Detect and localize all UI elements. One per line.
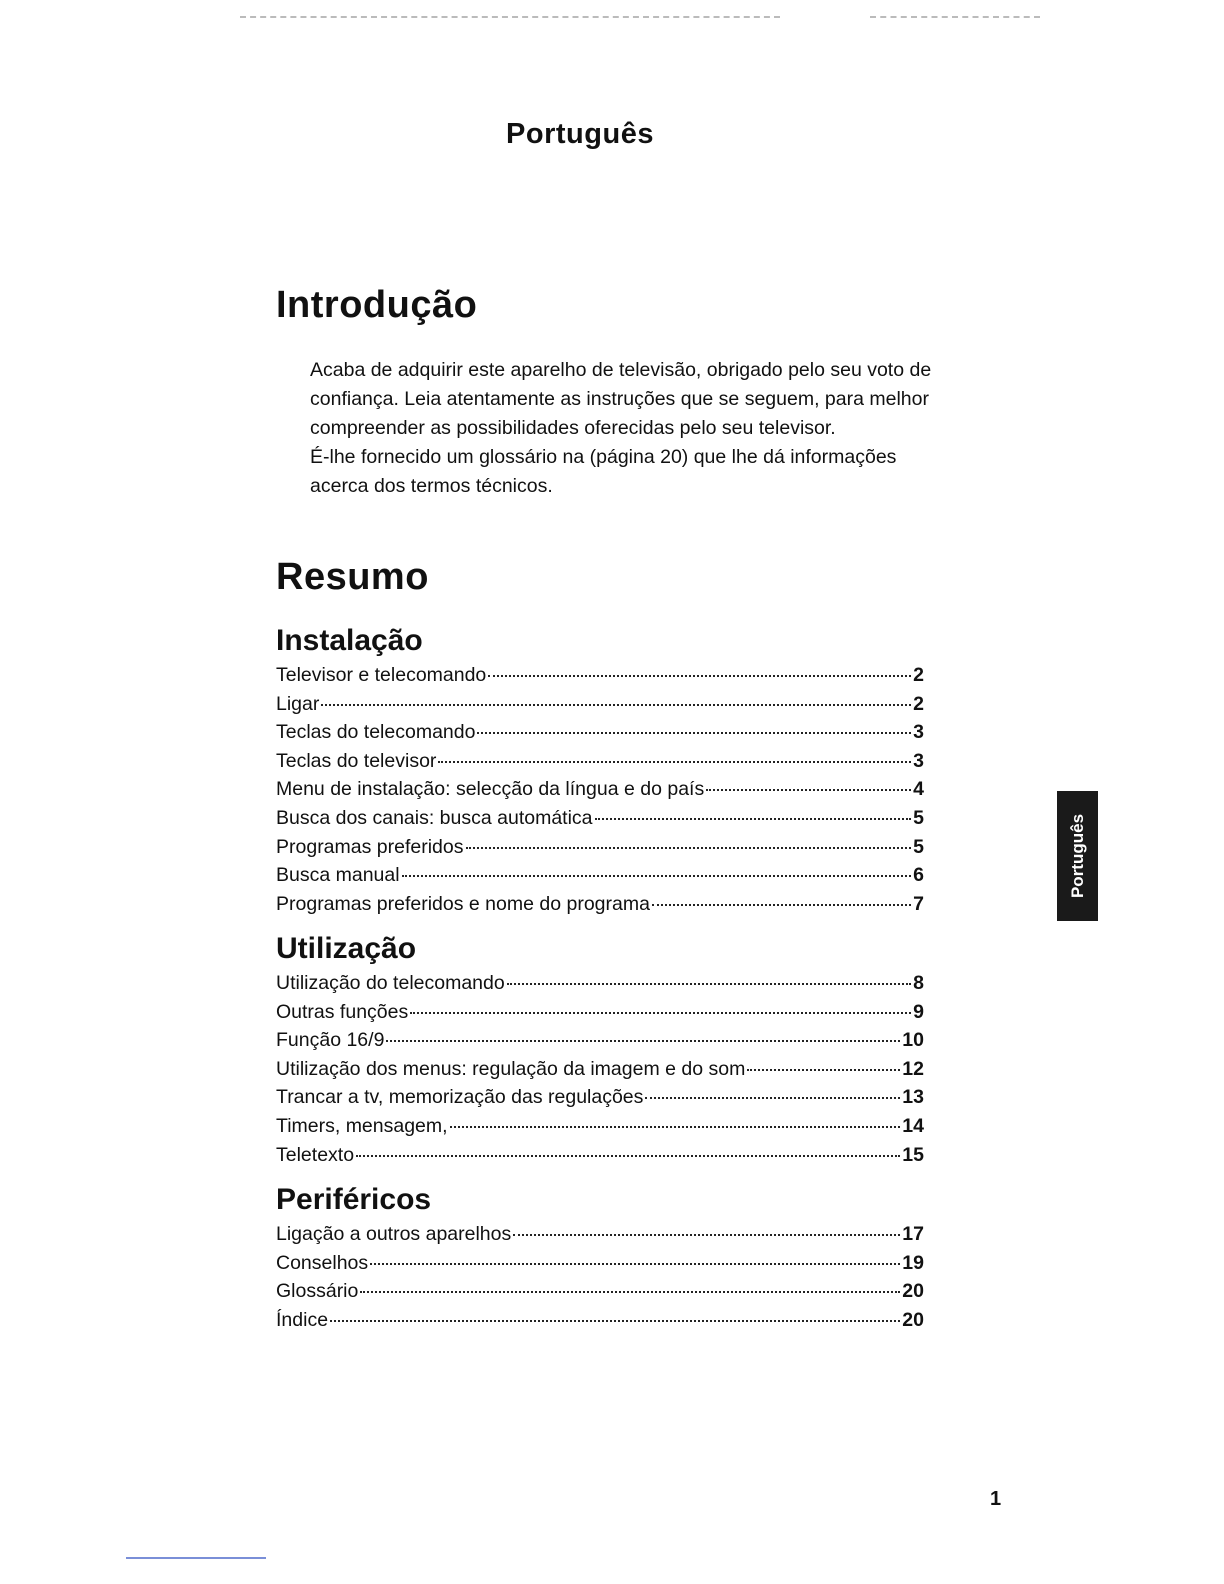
toc-entry-page: 17	[902, 1223, 924, 1245]
dot-leader	[706, 789, 911, 791]
toc-entry[interactable]	[276, 693, 924, 722]
toc-entry-page: 9	[913, 1000, 924, 1023]
toc-entry[interactable]	[276, 972, 924, 1001]
toc-entry-page: 12	[902, 1057, 924, 1080]
toc-entry-page: 5	[913, 806, 924, 829]
toc-entry-label: Trancar a tv, memorização das regulações	[276, 1086, 644, 1109]
toc-entry-label: Programas preferidos	[276, 835, 464, 858]
toc-entry[interactable]	[276, 836, 924, 865]
toc-entry-label: Programas preferidos e nome do programa	[276, 892, 650, 915]
toc-entry-page: 4	[913, 778, 924, 801]
dot-leader	[477, 732, 911, 734]
dot-leader	[747, 1069, 900, 1071]
toc-entry-label: Outras funções	[276, 1000, 409, 1023]
section-title-peripherals: Periféricos	[276, 1183, 432, 1216]
toc-list-peripherals	[276, 1223, 924, 1337]
toc-entry[interactable]	[276, 1029, 924, 1058]
toc-list-usage	[276, 972, 924, 1172]
toc-entry-page: 2	[913, 692, 924, 715]
dot-leader	[321, 704, 911, 706]
summary-heading: Resumo	[276, 556, 429, 598]
toc-list-installation	[276, 664, 924, 921]
toc-entry-page: 15	[902, 1143, 924, 1166]
toc-entry-page: 3	[913, 749, 924, 772]
dot-leader	[466, 847, 912, 849]
section-title-usage: Utilização	[276, 932, 417, 965]
toc-entry[interactable]	[276, 778, 924, 807]
footer-scan-line	[126, 1557, 266, 1559]
dot-leader	[507, 983, 911, 985]
intro-paragraph-1: Acaba de adquirir este aparelho de televisão, obrigado pelo seu voto de confiança. Leia atentamente as instruções que se seguem, para melhor compreender as possibilidades oferecidas pelo seu televisor.	[310, 359, 932, 439]
dot-leader	[370, 1263, 900, 1265]
toc-entry-label: Teletexto	[276, 1143, 355, 1166]
toc-entry[interactable]	[276, 1252, 924, 1281]
toc-entry-page: 2	[913, 664, 924, 686]
toc-entry[interactable]	[276, 1223, 924, 1252]
toc-entry-page: 20	[902, 1308, 924, 1331]
toc-entry-label: Teclas do telecomando	[276, 721, 476, 744]
toc-entry[interactable]	[276, 807, 924, 836]
toc-entry-page: 19	[902, 1251, 924, 1274]
dot-leader	[356, 1155, 900, 1157]
dot-leader	[402, 875, 912, 877]
intro-heading: Introdução	[276, 284, 478, 326]
toc-entry-label: Menu de instalação: selecção da língua e do país	[276, 778, 705, 801]
toc-entry[interactable]	[276, 750, 924, 779]
dot-leader	[386, 1040, 900, 1042]
toc-entry-page: 5	[913, 835, 924, 858]
toc-entry-page: 3	[913, 721, 924, 744]
dot-leader	[360, 1291, 900, 1293]
toc-entry[interactable]	[276, 664, 924, 693]
toc-entry-label: Índice	[276, 1308, 329, 1331]
toc-entry-label: Utilização dos menus: regulação da imagem e do som	[276, 1057, 746, 1080]
toc-entry-label: Utilização do telecomando	[276, 972, 505, 994]
scan-artifact-top	[240, 16, 780, 18]
toc-entry-label: Timers, mensagem,	[276, 1114, 448, 1137]
dot-leader	[645, 1097, 900, 1099]
toc-entry-label: Ligar	[276, 692, 320, 715]
toc-entry-label: Teclas do televisor	[276, 749, 437, 772]
toc-entry[interactable]	[276, 721, 924, 750]
dot-leader	[595, 818, 912, 820]
intro-text	[310, 356, 960, 501]
dot-leader	[438, 761, 911, 763]
section-title-installation: Instalação	[276, 624, 423, 657]
toc-entry-page: 14	[902, 1114, 924, 1137]
toc-entry-label: Função 16/9	[276, 1029, 385, 1052]
toc-entry-label: Busca dos canais: busca automática	[276, 806, 593, 829]
page-number: 1	[990, 1488, 1002, 1510]
side-tab-label: Português	[1067, 813, 1087, 899]
dot-leader	[410, 1012, 911, 1014]
dot-leader	[513, 1234, 900, 1236]
toc-entry[interactable]	[276, 864, 924, 893]
toc-entry-page: 7	[913, 892, 924, 915]
toc-entry-label: Glossário	[276, 1280, 359, 1303]
toc-entry[interactable]	[276, 1115, 924, 1144]
toc-entry[interactable]	[276, 1086, 924, 1115]
toc-entry-label: Conselhos	[276, 1251, 369, 1274]
dot-leader	[652, 904, 911, 906]
dot-leader	[488, 675, 911, 677]
toc-entry[interactable]	[276, 1001, 924, 1030]
toc-entry[interactable]	[276, 1144, 924, 1173]
toc-entry-label: Televisor e telecomando	[276, 664, 487, 686]
language-title: Português	[506, 118, 654, 150]
toc-entry-page: 8	[913, 972, 924, 994]
scan-artifact-top-right	[870, 16, 1040, 18]
toc-entry[interactable]	[276, 893, 924, 922]
toc-entry[interactable]	[276, 1280, 924, 1309]
toc-entry-page: 10	[902, 1029, 924, 1052]
dot-leader	[450, 1126, 901, 1128]
toc-entry-page: 6	[913, 864, 924, 887]
language-side-tab	[1057, 791, 1098, 921]
intro-paragraph-2: É-lhe fornecido um glossário na (página 20) que lhe dá informações acerca dos termos técnicos.	[310, 446, 897, 497]
dot-leader	[330, 1320, 900, 1322]
toc-entry[interactable]	[276, 1058, 924, 1087]
toc-entry-page: 13	[902, 1086, 924, 1109]
toc-entry-label: Ligação a outros aparelhos	[276, 1223, 512, 1245]
toc-entry[interactable]	[276, 1309, 924, 1338]
toc-entry-page: 20	[902, 1280, 924, 1303]
toc-entry-label: Busca manual	[276, 864, 400, 887]
